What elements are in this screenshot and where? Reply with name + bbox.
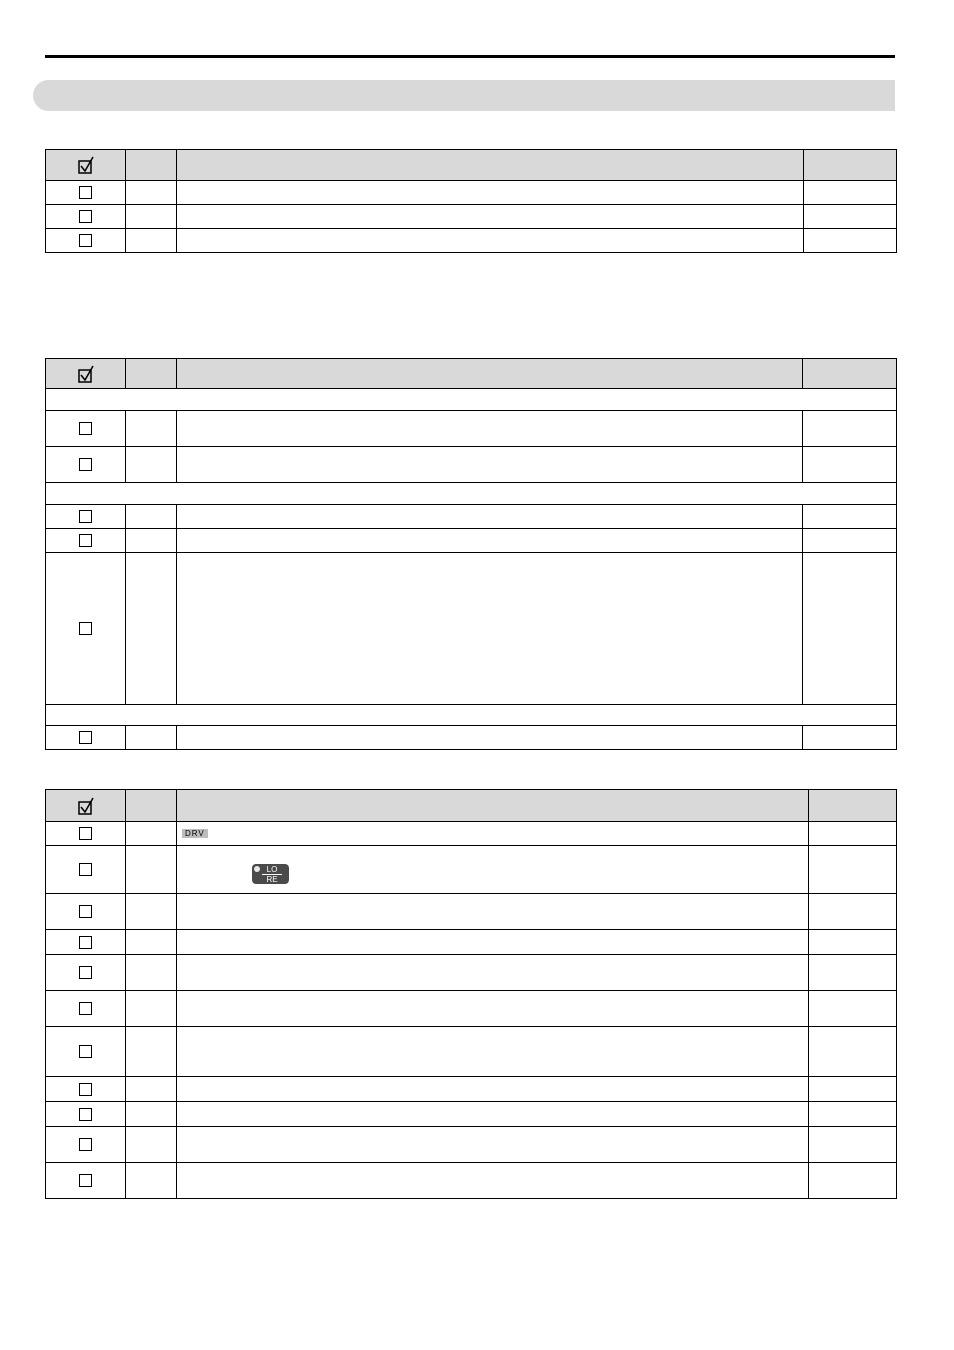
re-key-text: RE (266, 875, 278, 884)
checkbox[interactable] (79, 186, 92, 199)
checkbox[interactable] (79, 1045, 92, 1058)
table-row (46, 1102, 897, 1127)
checkbox[interactable] (79, 863, 92, 876)
header-rule (45, 55, 895, 58)
checkbox[interactable] (79, 534, 92, 547)
table-row (46, 726, 897, 750)
checkbox[interactable] (79, 827, 92, 840)
check-column-header (46, 150, 126, 181)
table-row (46, 1127, 897, 1163)
checkbox[interactable] (79, 1083, 92, 1096)
drv-key-label: DRV (182, 829, 208, 838)
checkbox[interactable] (79, 1108, 92, 1121)
table-row (46, 894, 897, 930)
group-row (46, 705, 897, 726)
checkbox[interactable] (79, 966, 92, 979)
checkmark-box-icon (77, 156, 95, 174)
table-header (46, 359, 897, 389)
table-header (46, 790, 897, 822)
group-row (46, 483, 897, 505)
checkbox[interactable] (79, 622, 92, 635)
check-column-header (46, 359, 126, 389)
page-column-header (804, 150, 897, 181)
checkbox[interactable] (79, 510, 92, 523)
table-row (46, 553, 897, 705)
checkbox[interactable] (79, 731, 92, 744)
table-row (46, 846, 897, 894)
table-row (46, 411, 897, 447)
table-header (46, 150, 897, 181)
table-row (46, 205, 897, 229)
checkmark-box-icon (77, 797, 95, 815)
group-row (46, 389, 897, 411)
no-column-header (126, 150, 177, 181)
table-row (46, 955, 897, 991)
checklist-table-3 (45, 789, 897, 1199)
table-row (46, 1077, 897, 1102)
checklist-column-header (177, 790, 809, 822)
table-row (46, 1027, 897, 1077)
checkbox[interactable] (79, 1002, 92, 1015)
section-banner (33, 80, 895, 111)
page-column-header (803, 359, 897, 389)
checklist-table-1 (45, 149, 897, 253)
checklist-column-header (177, 359, 803, 389)
checkbox[interactable] (79, 234, 92, 247)
checklist-column-header (177, 150, 804, 181)
table-row (46, 505, 897, 529)
lo-key-text: LO (266, 865, 278, 874)
table-row (46, 991, 897, 1027)
check-column-header (46, 790, 126, 822)
checkbox[interactable] (79, 905, 92, 918)
checkbox[interactable] (79, 458, 92, 471)
checkbox[interactable] (79, 1138, 92, 1151)
checkbox[interactable] (79, 1174, 92, 1187)
no-column-header (126, 790, 177, 822)
table-row (46, 930, 897, 955)
table-row (46, 447, 897, 483)
table-row (46, 229, 897, 253)
table-row (46, 529, 897, 553)
page-column-header (809, 790, 897, 822)
no-column-header (126, 359, 177, 389)
lo-re-key-icon (252, 864, 289, 884)
table-row (46, 1163, 897, 1199)
checkbox[interactable] (79, 936, 92, 949)
led-indicator-icon (254, 866, 260, 872)
checkbox[interactable] (79, 422, 92, 435)
checkmark-box-icon (77, 365, 95, 383)
table-row (46, 822, 897, 846)
checklist-table-2 (45, 358, 897, 750)
table-row (46, 181, 897, 205)
checkbox[interactable] (79, 210, 92, 223)
